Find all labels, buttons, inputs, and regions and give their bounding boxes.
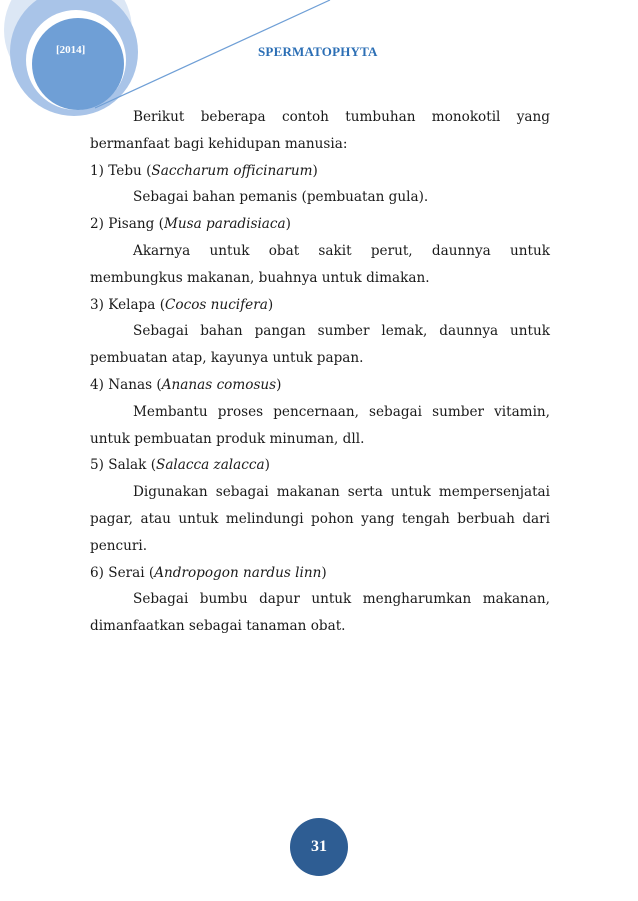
- species-name: Saccharum officinarum: [151, 162, 313, 179]
- page-number: 31: [311, 838, 327, 855]
- item-description: Akarnya untuk obat sakit perut, daunnya untuk membungkus makanan, buahnya untuk dimakan.: [90, 242, 550, 286]
- item-title: 5) Salak (Salacca zalacca): [90, 457, 270, 474]
- item-title: 4) Nanas (Ananas comosus): [90, 376, 282, 393]
- item-title: 2) Pisang (Musa paradisiaca): [90, 216, 291, 233]
- intro-paragraph: Berikut beberapa contoh tumbuhan monokotil yang bermanfaat bagi kehidupan manusia:: [90, 109, 550, 152]
- item-title: 3) Kelapa (Cocos nucifera): [90, 296, 274, 313]
- species-name: Musa paradisiaca: [163, 216, 286, 233]
- item-description: Sebagai bahan pangan sumber lemak, daunnya untuk pembuatan atap, kayunya untuk papan.: [90, 323, 550, 367]
- item-title: 1) Tebu (Saccharum officinarum): [90, 162, 318, 179]
- item-description: Sebagai bahan pemanis (pembuatan gula).: [133, 189, 429, 206]
- item-description: Membantu proses pencernaan, sebagai sumber vitamin, untuk pembuatan produk minuman, dll.: [90, 403, 550, 447]
- species-name: Andropogon nardus linn: [154, 564, 322, 581]
- species-name: Ananas comosus: [161, 376, 277, 393]
- item-title: 6) Serai (Andropogon nardus linn): [90, 564, 327, 581]
- item-description: Sebagai bumbu dapur untuk mengharumkan makanan, dimanfaatkan sebagai tanaman obat.: [90, 591, 550, 635]
- decor-circle-inner: [32, 18, 124, 110]
- species-name: Cocos nucifera: [165, 296, 268, 313]
- species-name: Salacca zalacca: [156, 457, 265, 474]
- page-content: [90, 104, 550, 640]
- item-description: Digunakan sebagai makanan serta untuk mempersenjatai pagar, atau untuk melindungi pohon yang tengah berbuah dari pencuri.: [90, 484, 550, 554]
- page-number-badge: [290, 818, 348, 876]
- header-year: [2014]: [56, 44, 86, 56]
- header-title: SPERMATOPHYTA: [258, 44, 378, 59]
